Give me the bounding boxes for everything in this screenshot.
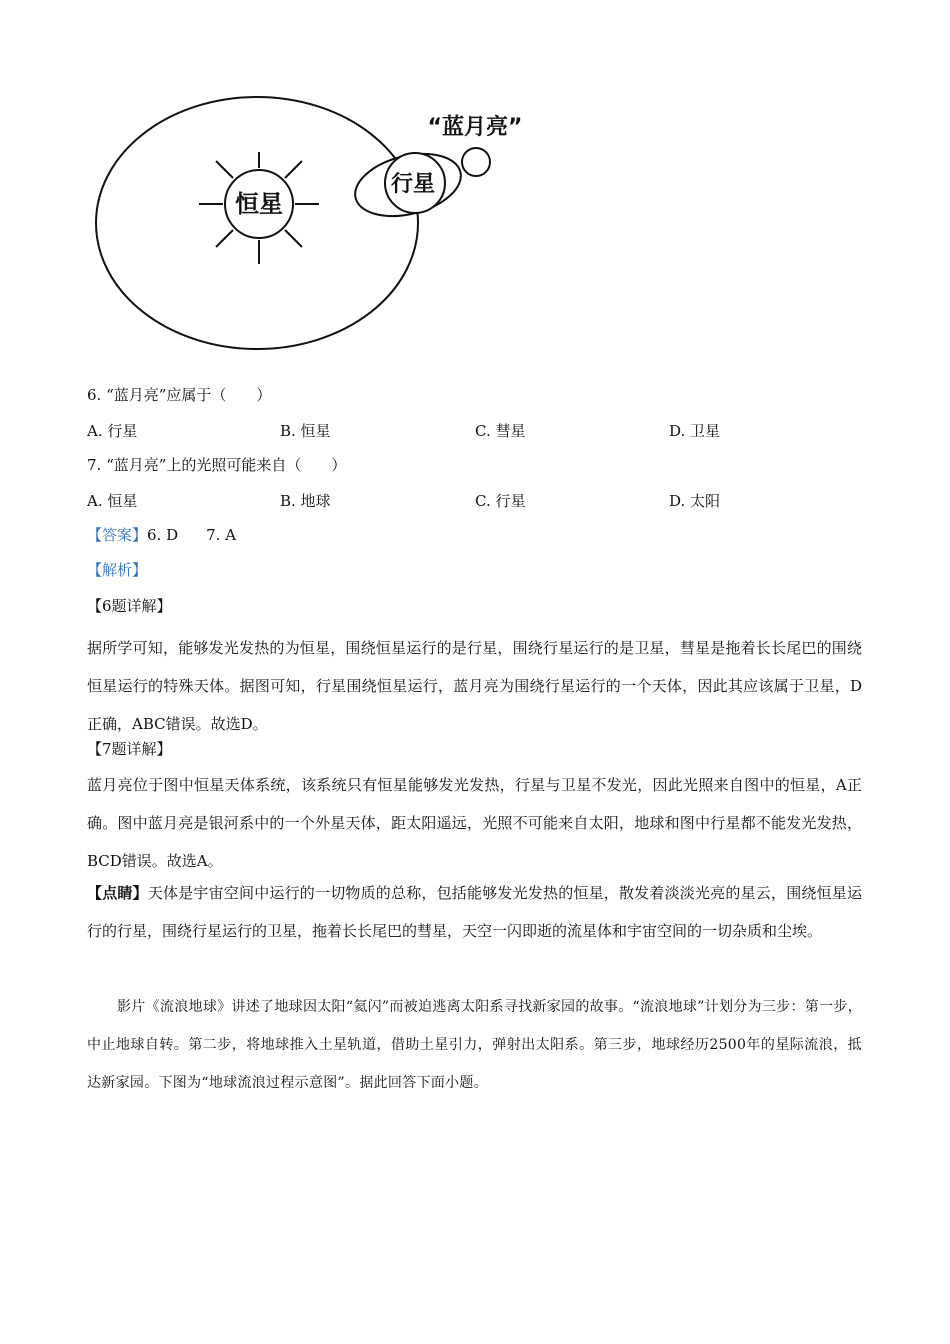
q6-option-a: A. 行星	[87, 422, 138, 440]
q7-stem: 7. “蓝月亮”上的光照可能来自（ ）	[87, 456, 347, 474]
q6-option-b: B. 恒星	[280, 422, 331, 440]
q7-option-a: A. 恒星	[87, 492, 138, 510]
detail6-text: 据所学可知，能够发光发热的为恒星，围绕恒星运行的是行星，围绕行星运行的是卫星，彗星是拖着长长尾巴的围绕恒星运行的特殊天体。据图可知，行星围绕恒星运行，蓝月亮为围绕行星运行的一个天体，因此其应该属于卫星，D正确，ABC错误。故选D。	[87, 639, 862, 733]
q7-option-d: D. 太阳	[669, 492, 721, 510]
tip-paragraph	[87, 874, 862, 950]
answer-tag: 【答案】	[87, 526, 148, 544]
q6-option-d: D. 卫星	[669, 422, 721, 440]
q6-option-c: C. 彗星	[475, 422, 526, 440]
answer-6: 6. D	[147, 526, 179, 544]
q7-option-c: C. 行星	[475, 492, 526, 510]
story-paragraph	[87, 988, 862, 1102]
star-label: 恒星	[235, 190, 283, 218]
answer-7: 7. A	[206, 526, 237, 544]
detail6-tag: 【6题详解】	[87, 597, 172, 615]
star-system-diagram	[85, 90, 545, 350]
analysis-tag: 【解析】	[87, 561, 148, 579]
answer-line	[87, 525, 236, 545]
blue-moon-label: “蓝月亮”	[427, 115, 523, 140]
q7-option-b: B. 地球	[280, 492, 331, 510]
tip-tag: 【点睛】	[87, 884, 148, 902]
story-text: 影片《流浪地球》讲述了地球因太阳“氦闪”而被迫逃离太阳系寻找新家园的故事。“流浪地球”计划分为三步：第一步，中止地球自转。第二步，将地球推入土星轨道，借助土星引力，弹射出太阳系。第三步，地球经历2500年的星际流浪，抵达新家园。下图为“地球流浪过程示意图”。据此回答下面小题。	[87, 999, 862, 1091]
q6-stem: 6. “蓝月亮”应属于（ ）	[87, 386, 272, 404]
detail7-tag: 【7题详解】	[87, 740, 172, 758]
star-system-svg	[85, 90, 545, 350]
planet-label: 行星	[390, 172, 436, 197]
tip-text: 天体是宇宙空间中运行的一切物质的总称，包括能够发光发热的恒星，散发着淡淡光亮的星云，围绕恒星运行的行星，围绕行星运行的卫星，拖着长长尾巴的彗星，天空一闪即逝的流星体和宇宙空间的一切杂质和尘埃。	[87, 884, 862, 940]
detail7-text: 蓝月亮位于图中恒星天体系统，该系统只有恒星能够发光发热，行星与卫星不发光，因此光照来自图中的恒星，A正确。图中蓝月亮是银河系中的一个外星天体，距太阳遥远，光照不可能来自太阳，地球和图中行星都不能发光发热，BCD错误。故选A。	[87, 776, 862, 870]
blue-moon-symbol	[462, 148, 490, 176]
